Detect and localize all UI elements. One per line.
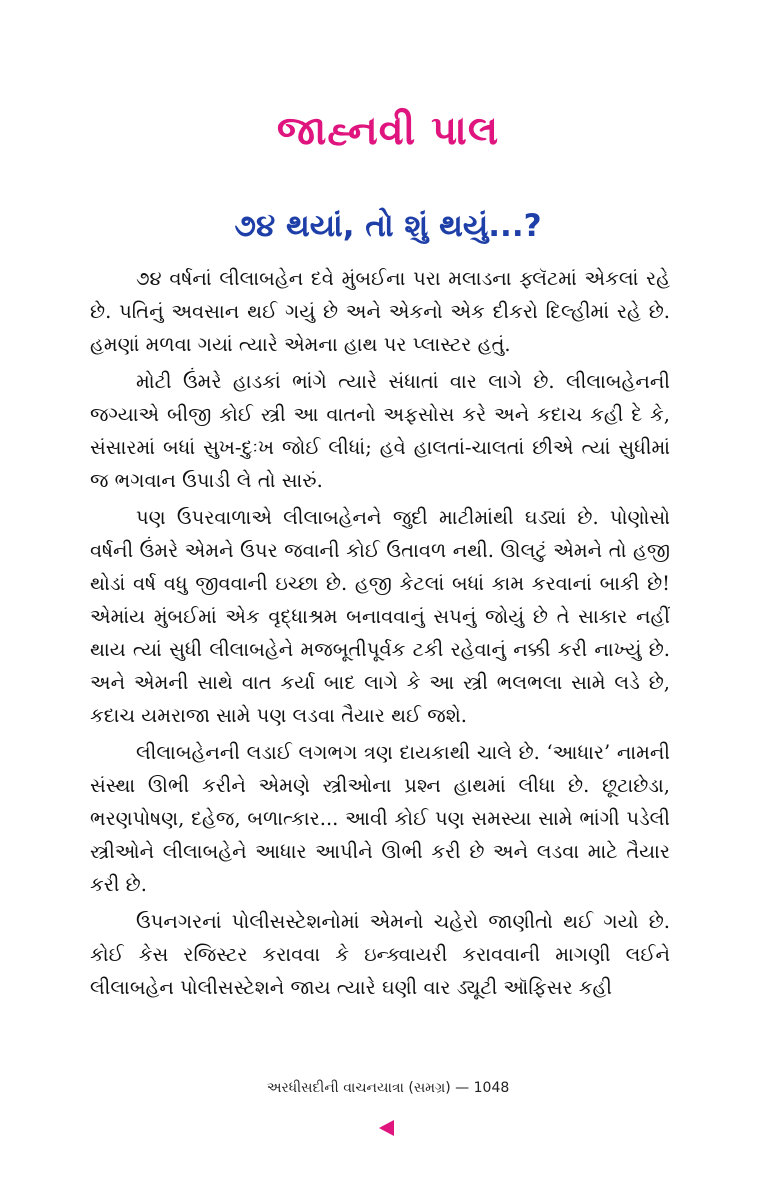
paragraph: મોટી ઉંમરે હાડકાં ભાંગે ત્યારે સંધાતાં વાર લાગે છે. લીલાબહેનની જગ્યાએ બીજી કોઈ સ્ત્રી આ વાતનો અફસોસ કરે અને કદાચ કહી દે કે, સંસારમાં બધાં સુખ-દુઃખ જોઈ લીધાં; હવે હાલતાં-ચાલતાં છીએ ત્યાં સુધીમાં જ ભગવાન ઉપાડી લે તો સારું. bbox=[90, 370, 670, 492]
paragraph: ઉપનગરનાં પોલીસસ્ટેશનોમાં એમનો ચહેરો જાણીતો થઈ ગયો છે. કોઈ કેસ રજિસ્ટર કરાવવા કે ઇન્ક્વાયરી કરાવવાની માગણી લઈને લીલાબહેન પોલીસસ્ટેશને જાય ત્યારે ઘણી વાર ડ્યૂટી ઑફિસર કહી bbox=[90, 910, 670, 999]
previous-page-arrow-icon[interactable] bbox=[379, 1120, 394, 1136]
article-body bbox=[90, 262, 670, 1008]
paragraph: ૭૪ વર્ષનાં લીલાબહેન દવે મુંબઈના પરા મલાડના ફ્લૅટમાં એકલાં રહે છે. પતિનું અવસાન થઈ ગયું છે અને એકનો એક દીકરો દિલ્હીમાં રહે છે. હમણાં મળવા ગયાં ત્યારે એમના હાથ પર પ્લાસ્ટર હતું. bbox=[90, 267, 670, 356]
page-footer: અરધીસદીની વાચનયાત્રા (સમગ્ર) — 1048 bbox=[266, 1080, 510, 1096]
paragraph: પણ ઉપરવાળાએ લીલાબહેનને જુદી માટીમાંથી ઘડ્યાં છે. પોણોસો વર્ષની ઉંમરે એમને ઉપર જવાની કોઈ ઉતાવળ નથી. ઊલટું એમને તો હજી થોડાં વર્ષ વધુ જીવવાની ઇચ્છા છે. હજી કેટલાં બધાં કામ કરવાનાં બાકી છે! એમાંય મુંબઈમાં એક વૃદ્ધાશ્રમ બનાવવાનું સપનું જોયું છે તે સાકાર નહીં થાય ત્યાં સુધી લીલાબહેને મજબૂતીપૂર્વક ટકી રહેવાનું નક્કી કરી નાખ્યું છે. અને એમની સાથે વાત કર્યા બાદ લાગે કે આ સ્ત્રી ભલભલા સામે લડે છે, કદાચ યમરાજા સામે પણ લડવા તૈયાર થઈ જશે. bbox=[90, 506, 670, 727]
article-title: ૭૪ થયાં, તો શું થયું...? bbox=[234, 208, 542, 244]
author-name: જાહ્નવી પાલ bbox=[276, 108, 500, 154]
paragraph: લીલાબહેનની લડાઈ લગભગ ત્રણ દાયકાથી ચાલે છે. ‘આધાર’ નામની સંસ્થા ઊભી કરીને એમણે સ્ત્રીઓના પ્રશ્ન હાથમાં લીધા છે. છૂટાછેડા, ભરણપોષણ, દહેજ, બળાત્કાર... આવી કોઈ પણ સમસ્યા સામે ભાંગી પડેલી સ્ત્રીઓને લીલાબહેને આધાર આપીને ઊભી કરી છે અને લડવા માટે તૈયાર કરી છે. bbox=[90, 741, 670, 896]
